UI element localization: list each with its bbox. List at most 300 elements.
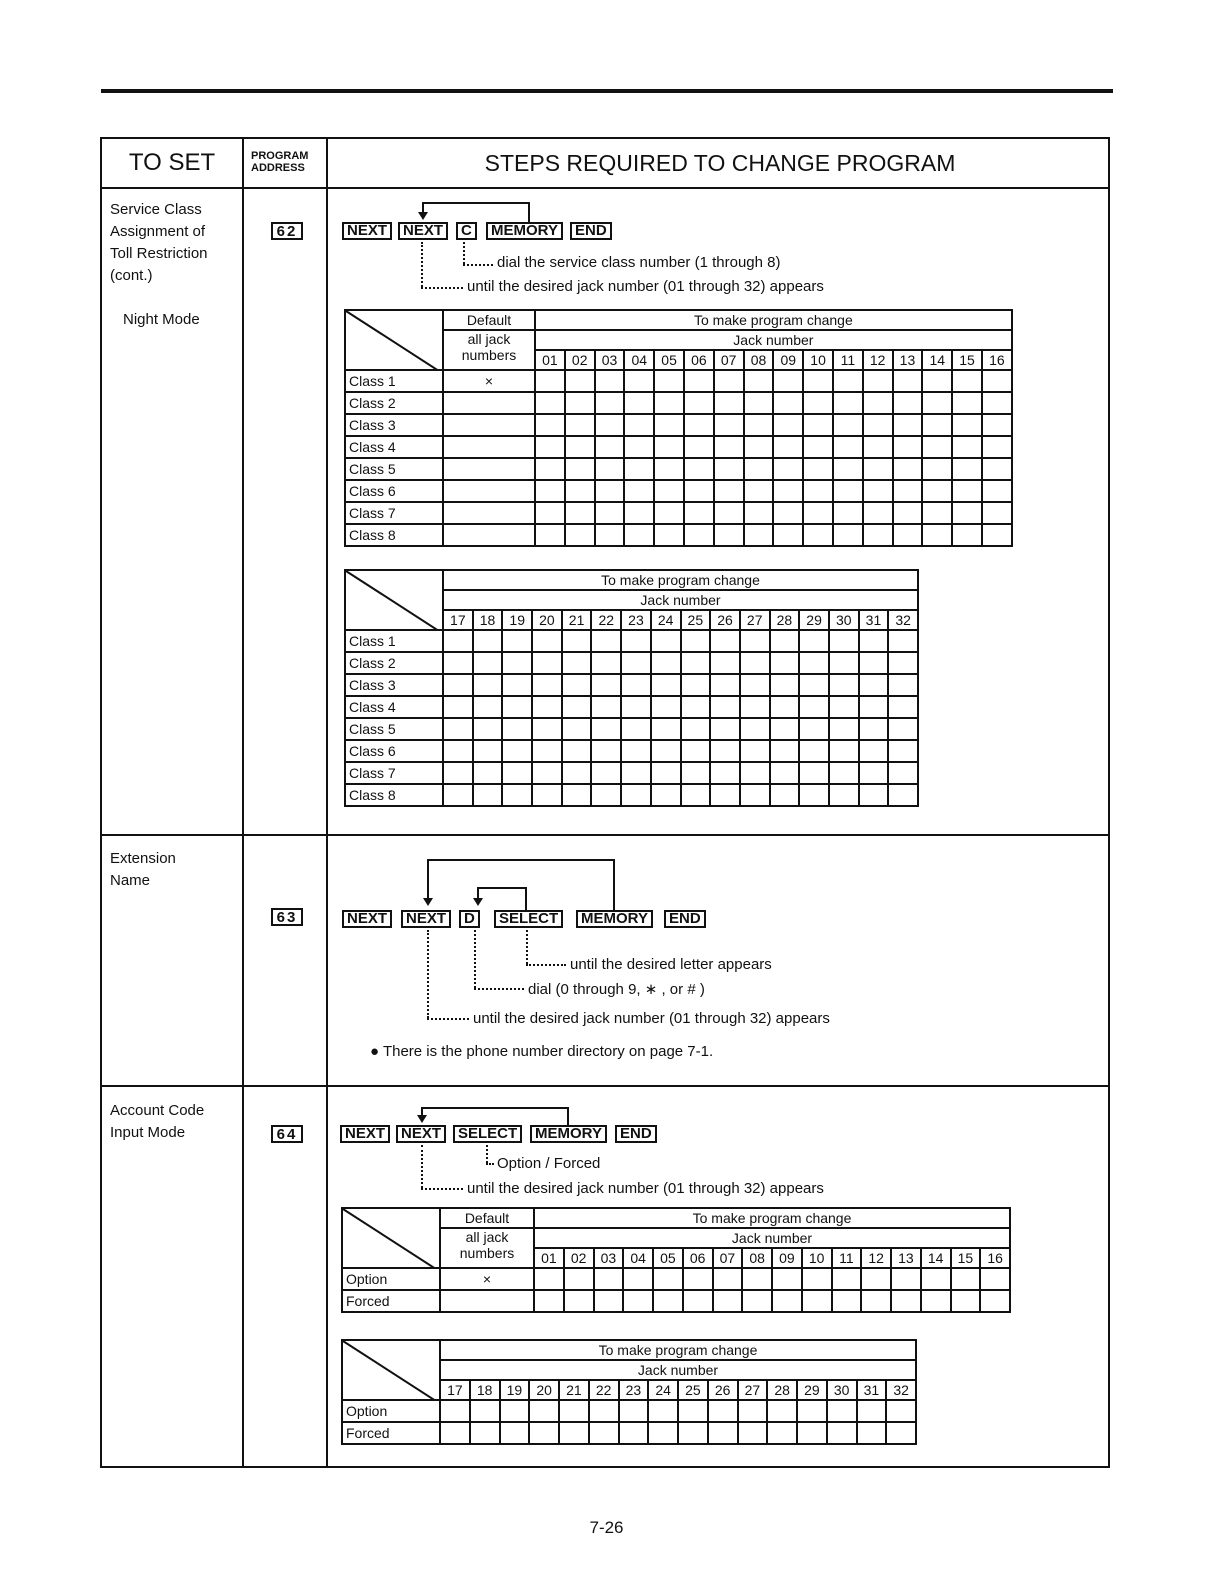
row-label: Option: [342, 1268, 440, 1290]
jack-cell: [744, 458, 774, 480]
jack-number-cell: 13: [893, 350, 923, 370]
jack-cell: [803, 370, 833, 392]
jack-cell: [473, 784, 503, 806]
jack-cell: [982, 370, 1012, 392]
jack-cell: [770, 696, 800, 718]
jack-cell: [859, 630, 889, 652]
jack-number-cell: 05: [654, 350, 684, 370]
jack-number-cell: 05: [653, 1248, 683, 1268]
jack-cell: [773, 458, 803, 480]
jack-cell: [742, 1290, 772, 1312]
jack-cell: [654, 370, 684, 392]
change-header: To make program change: [440, 1340, 916, 1360]
table-row: [345, 392, 1012, 414]
default-cell: [440, 1290, 534, 1312]
jack-cell: [922, 414, 952, 436]
jack-cell: [710, 762, 740, 784]
jack-cell: [624, 436, 654, 458]
jack-number-header: Jack number: [535, 330, 1012, 350]
jack-number-cell: 02: [564, 1248, 594, 1268]
jack-cell: [863, 524, 893, 546]
jack-cell: [443, 630, 473, 652]
jack-cell: [591, 652, 621, 674]
jack-cell: [678, 1400, 708, 1422]
jack-cell: [534, 1290, 564, 1312]
jack-cell: [594, 1290, 624, 1312]
section-62-title: Service Class Assignment of Toll Restriction (cont.): [110, 201, 208, 284]
jack-cell: [708, 1400, 738, 1422]
note-option-forced: Option / Forced: [497, 1155, 601, 1172]
dotted-leader: [474, 930, 476, 988]
jack-cell: [740, 630, 770, 652]
jack-cell: [654, 480, 684, 502]
default-cell: ×: [443, 370, 535, 392]
jack-cell: [922, 370, 952, 392]
jack-cell: [535, 370, 565, 392]
jack-cell: [502, 784, 532, 806]
jack-cell: [799, 718, 829, 740]
jack-cell: [564, 1268, 594, 1290]
jack-number-cell: 07: [713, 1248, 743, 1268]
jack-cell: [833, 436, 863, 458]
c-key: C: [456, 222, 477, 240]
jack-number-cell: 15: [951, 1248, 981, 1268]
jack-cell: [532, 652, 562, 674]
jack-cell: [770, 784, 800, 806]
jack-cell: [738, 1422, 768, 1444]
jack-cell: [654, 524, 684, 546]
jack-cell: [684, 480, 714, 502]
row-label: Class 3: [345, 414, 443, 436]
table-row: [342, 1290, 1010, 1312]
note-jack-number: until the desired jack number (01 through 32) appears: [473, 1010, 830, 1027]
jack-cell: [621, 762, 651, 784]
jack-cell: [859, 762, 889, 784]
jack-number-cell: 09: [772, 1248, 802, 1268]
jack-cell: [684, 502, 714, 524]
note-dial-digits: dial (0 through 9, ∗ , or # ): [528, 981, 705, 998]
jack-cell: [829, 784, 859, 806]
jack-number-cell: 01: [535, 350, 565, 370]
jack-cell: [767, 1422, 797, 1444]
jack-cell: [619, 1400, 649, 1422]
night-mode-table-01-16: [344, 309, 1013, 547]
jack-cell: [443, 740, 473, 762]
jack-number-cell: 27: [740, 610, 770, 630]
table-row: [345, 480, 1012, 502]
jack-cell: [532, 740, 562, 762]
jack-cell: [952, 414, 982, 436]
night-mode-table-17-32: [344, 569, 919, 807]
jack-cell: [714, 392, 744, 414]
jack-cell: [624, 414, 654, 436]
program-address-header: PROGRAM ADDRESS: [251, 150, 309, 174]
jack-cell: [502, 696, 532, 718]
next-key: NEXT: [342, 222, 392, 240]
jack-cell: [859, 652, 889, 674]
table-row: [345, 718, 918, 740]
jack-cell: [502, 630, 532, 652]
arrow-icon: [418, 212, 428, 220]
jack-cell: [829, 696, 859, 718]
jack-cell: [888, 696, 918, 718]
jack-cell: [562, 674, 592, 696]
dotted-leader: [427, 1018, 469, 1020]
jack-cell: [535, 392, 565, 414]
row-label: Class 1: [345, 370, 443, 392]
jack-cell: [863, 480, 893, 502]
end-key: END: [570, 222, 612, 240]
jack-cell: [982, 392, 1012, 414]
jack-cell: [591, 740, 621, 762]
dotted-leader: [526, 964, 566, 966]
select-key: SELECT: [453, 1125, 522, 1143]
jack-cell: [565, 480, 595, 502]
jack-cell: [742, 1268, 772, 1290]
top-rule: [101, 89, 1113, 93]
dotted-leader: [427, 930, 429, 1018]
jack-number-cell: 10: [803, 350, 833, 370]
jack-cell: [863, 414, 893, 436]
section-divider-1: [100, 834, 1110, 836]
jack-cell: [595, 392, 625, 414]
section-64-title: Account Code Input Mode: [110, 1102, 205, 1141]
jack-cell: [500, 1400, 530, 1422]
jack-cell: [952, 436, 982, 458]
jack-number-cell: 19: [500, 1380, 530, 1400]
change-header: To make program change: [535, 310, 1012, 330]
jack-number-cell: 12: [861, 1248, 891, 1268]
jack-cell: [653, 1290, 683, 1312]
jack-cell: [893, 392, 923, 414]
jack-cell: [740, 740, 770, 762]
jack-cell: [443, 718, 473, 740]
night-mode-label: Night Mode: [123, 311, 200, 328]
jack-cell: [770, 740, 800, 762]
jack-cell: [529, 1422, 559, 1444]
arrow-icon: [423, 898, 433, 906]
jack-cell: [893, 370, 923, 392]
jack-cell: [770, 718, 800, 740]
jack-cell: [714, 524, 744, 546]
jack-number-cell: 10: [802, 1248, 832, 1268]
table-row: [345, 524, 1012, 546]
jack-number-cell: 31: [857, 1380, 887, 1400]
jack-cell: [799, 784, 829, 806]
jack-cell: [802, 1290, 832, 1312]
jack-cell: [591, 674, 621, 696]
jack-cell: [624, 392, 654, 414]
jack-cell: [681, 630, 711, 652]
jack-cell: [982, 502, 1012, 524]
jack-cell: [623, 1290, 653, 1312]
jack-cell: [888, 652, 918, 674]
jack-cell: [440, 1400, 470, 1422]
jack-number-cell: 11: [832, 1248, 862, 1268]
jack-number-cell: 14: [922, 350, 952, 370]
jack-cell: [952, 502, 982, 524]
jack-cell: [710, 696, 740, 718]
jack-cell: [888, 740, 918, 762]
row-label: Class 5: [345, 458, 443, 480]
header-divider: [100, 187, 1110, 189]
default-cell: [443, 524, 535, 546]
row-label: Class 3: [345, 674, 443, 696]
jack-cell: [893, 414, 923, 436]
diagonal-header-cell: [345, 310, 443, 370]
jack-cell: [859, 740, 889, 762]
row-label: Class 2: [345, 652, 443, 674]
jack-cell: [591, 696, 621, 718]
jack-cell: [799, 652, 829, 674]
jack-cell: [888, 784, 918, 806]
jack-cell: [888, 674, 918, 696]
default-header: Default: [443, 310, 535, 330]
steps-header: STEPS REQUIRED TO CHANGE PROGRAM: [484, 149, 956, 176]
jack-cell: [982, 414, 1012, 436]
jack-cell: [710, 652, 740, 674]
jack-cell: [535, 502, 565, 524]
jack-cell: [744, 414, 774, 436]
jack-cell: [535, 414, 565, 436]
jack-cell: [502, 718, 532, 740]
jack-cell: [740, 652, 770, 674]
default-header: Default: [440, 1208, 534, 1228]
jack-cell: [683, 1268, 713, 1290]
jack-cell: [886, 1422, 916, 1444]
jack-cell: [740, 762, 770, 784]
default-sub-header: all jack numbers: [440, 1228, 534, 1268]
jack-cell: [772, 1290, 802, 1312]
jack-cell: [535, 436, 565, 458]
jack-cell: [770, 630, 800, 652]
jack-number-cell: 06: [684, 350, 714, 370]
jack-number-cell: 08: [742, 1248, 772, 1268]
jack-cell: [562, 696, 592, 718]
jack-number-cell: 06: [683, 1248, 713, 1268]
jack-cell: [470, 1400, 500, 1422]
jack-cell: [681, 784, 711, 806]
jack-cell: [562, 784, 592, 806]
jack-cell: [773, 480, 803, 502]
jack-cell: [713, 1268, 743, 1290]
account-code-table-17-32: [341, 1339, 917, 1445]
jack-number-cell: 29: [799, 610, 829, 630]
jack-number-cell: 02: [565, 350, 595, 370]
jack-cell: [651, 652, 681, 674]
jack-number-cell: 25: [678, 1380, 708, 1400]
jack-number-cell: 19: [502, 610, 532, 630]
jack-cell: [859, 718, 889, 740]
dotted-leader: [474, 988, 524, 990]
jack-cell: [654, 502, 684, 524]
jack-cell: [621, 696, 651, 718]
jack-cell: [684, 436, 714, 458]
row-label: Class 7: [345, 762, 443, 784]
table-row: [345, 458, 1012, 480]
jack-cell: [863, 436, 893, 458]
jack-cell: [829, 674, 859, 696]
jack-cell: [473, 652, 503, 674]
page-number: 7-26: [589, 1518, 624, 1537]
jack-cell: [773, 392, 803, 414]
jack-cell: [799, 696, 829, 718]
jack-cell: [651, 630, 681, 652]
row-label: Class 8: [345, 524, 443, 546]
jack-cell: [863, 370, 893, 392]
row-label: Class 1: [345, 630, 443, 652]
jack-cell: [559, 1400, 589, 1422]
jack-cell: [648, 1422, 678, 1444]
jack-cell: [861, 1268, 891, 1290]
jack-cell: [502, 674, 532, 696]
jack-number-cell: 20: [529, 1380, 559, 1400]
default-cell: ×: [440, 1268, 534, 1290]
jack-cell: [502, 762, 532, 784]
jack-cell: [803, 436, 833, 458]
note-jack-number: until the desired jack number (01 through 32) appears: [467, 1180, 824, 1197]
jack-cell: [708, 1422, 738, 1444]
jack-number-cell: 22: [589, 1380, 619, 1400]
jack-cell: [654, 392, 684, 414]
jack-number-cell: 28: [770, 610, 800, 630]
jack-cell: [799, 762, 829, 784]
to-set-header: TO SET: [128, 149, 216, 176]
table-row: [342, 1268, 1010, 1290]
jack-cell: [833, 502, 863, 524]
jack-cell: [535, 458, 565, 480]
default-cell: [443, 436, 535, 458]
jack-number-cell: 08: [744, 350, 774, 370]
jack-cell: [888, 762, 918, 784]
jack-number-cell: 28: [767, 1380, 797, 1400]
jack-cell: [772, 1268, 802, 1290]
jack-cell: [859, 674, 889, 696]
jack-cell: [683, 1290, 713, 1312]
jack-cell: [710, 718, 740, 740]
jack-number-cell: 09: [773, 350, 803, 370]
jack-cell: [535, 524, 565, 546]
jack-cell: [829, 630, 859, 652]
jack-cell: [982, 524, 1012, 546]
jack-number-cell: 04: [624, 350, 654, 370]
jack-cell: [595, 458, 625, 480]
jack-cell: [591, 630, 621, 652]
dotted-leader: [421, 242, 423, 287]
jack-cell: [827, 1400, 857, 1422]
memory-key: MEMORY: [486, 222, 563, 240]
jack-cell: [863, 458, 893, 480]
jack-cell: [443, 696, 473, 718]
jack-cell: [529, 1400, 559, 1422]
jack-cell: [473, 718, 503, 740]
jack-cell: [654, 436, 684, 458]
table-row: [345, 784, 918, 806]
jack-cell: [473, 674, 503, 696]
jack-cell: [833, 524, 863, 546]
jack-cell: [714, 480, 744, 502]
jack-cell: [595, 524, 625, 546]
jack-cell: [534, 1268, 564, 1290]
jack-cell: [951, 1268, 981, 1290]
jack-cell: [648, 1400, 678, 1422]
jack-cell: [922, 502, 952, 524]
jack-cell: [744, 502, 774, 524]
jack-cell: [654, 414, 684, 436]
jack-cell: [744, 370, 774, 392]
jack-cell: [863, 392, 893, 414]
jack-cell: [532, 784, 562, 806]
default-cell: [443, 502, 535, 524]
row-label: Class 7: [345, 502, 443, 524]
jack-cell: [621, 674, 651, 696]
next-key: NEXT: [340, 1125, 390, 1143]
jack-number-cell: 18: [470, 1380, 500, 1400]
jack-cell: [473, 630, 503, 652]
jack-cell: [773, 414, 803, 436]
jack-cell: [827, 1422, 857, 1444]
jack-cell: [678, 1422, 708, 1444]
jack-cell: [619, 1422, 649, 1444]
jack-cell: [710, 630, 740, 652]
jack-cell: [802, 1268, 832, 1290]
jack-cell: [952, 392, 982, 414]
jack-number-cell: 01: [534, 1248, 564, 1268]
jack-cell: [621, 784, 651, 806]
jack-number-cell: 18: [473, 610, 503, 630]
row-label: Forced: [342, 1422, 440, 1444]
diagonal-header-cell: [345, 570, 443, 630]
jack-number-cell: 17: [443, 610, 473, 630]
jack-cell: [532, 762, 562, 784]
row-label: Class 6: [345, 480, 443, 502]
jack-cell: [857, 1422, 887, 1444]
jack-cell: [595, 414, 625, 436]
jack-cell: [888, 630, 918, 652]
jack-cell: [740, 696, 770, 718]
jack-cell: [744, 392, 774, 414]
next-key: NEXT: [396, 1125, 446, 1143]
jack-cell: [621, 630, 651, 652]
jack-number-cell: 16: [982, 350, 1012, 370]
jack-cell: [797, 1422, 827, 1444]
loop-line: [567, 1107, 569, 1125]
diagonal-line: [346, 311, 442, 370]
jack-cell: [681, 652, 711, 674]
jack-cell: [651, 784, 681, 806]
jack-cell: [651, 674, 681, 696]
jack-cell: [624, 370, 654, 392]
table-row: [345, 630, 918, 652]
jack-cell: [952, 480, 982, 502]
table-row: [345, 502, 1012, 524]
loop-line: [613, 859, 615, 910]
jack-cell: [799, 630, 829, 652]
default-cell: [443, 480, 535, 502]
table-row: [345, 652, 918, 674]
jack-cell: [738, 1400, 768, 1422]
jack-number-cell: 26: [708, 1380, 738, 1400]
jack-cell: [803, 414, 833, 436]
change-header: To make program change: [443, 570, 918, 590]
jack-cell: [594, 1268, 624, 1290]
jack-cell: [863, 502, 893, 524]
jack-number-cell: 21: [559, 1380, 589, 1400]
jack-cell: [654, 458, 684, 480]
diagonal-line: [346, 571, 442, 630]
table-row: [345, 762, 918, 784]
next-key: NEXT: [401, 910, 451, 928]
